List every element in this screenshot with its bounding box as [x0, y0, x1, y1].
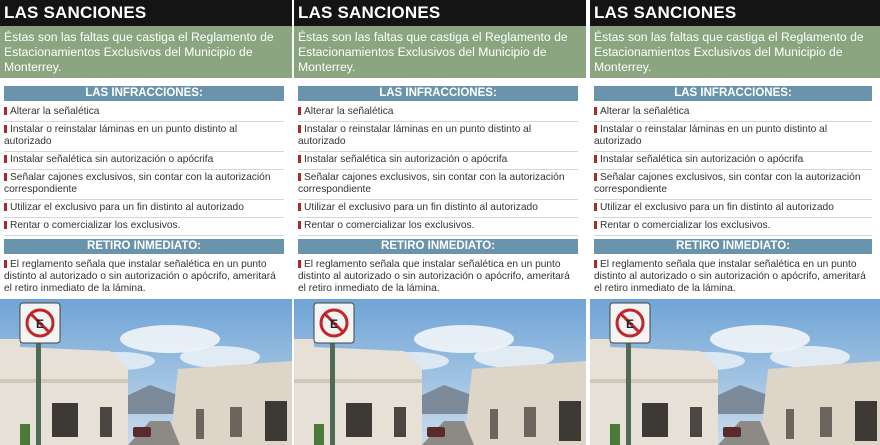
title-bar — [0, 0, 292, 26]
infractions-list — [590, 104, 880, 236]
building-trim — [294, 379, 422, 383]
bullet-marker — [4, 203, 7, 211]
window — [524, 407, 536, 437]
retiro-text: El reglamento señala que instalar señalética en un punto distinto al autorizado o sin autorización o apócrifo, ameritará el retiro inmediato de la lámina. — [4, 259, 276, 294]
plant — [610, 424, 620, 445]
list-item: Rentar o comercializar los exclusivos. — [298, 218, 578, 236]
window — [820, 407, 832, 437]
infographic-panel-2 — [294, 0, 586, 445]
sign-pole — [330, 339, 335, 445]
retiro-heading: RETIRO INMEDIATO: — [4, 239, 284, 254]
infractions-heading: LAS INFRACCIONES: — [298, 86, 578, 101]
bullet-marker — [4, 260, 7, 268]
window — [642, 403, 668, 437]
list-item: Instalar señalética sin autorización o apócrifa — [4, 152, 284, 170]
retiro-heading: RETIRO INMEDIATO: — [594, 239, 872, 254]
bullet-marker — [594, 107, 597, 115]
window — [346, 403, 372, 437]
bullet-marker — [4, 107, 7, 115]
list-item: Instalar señalética sin autorización o apócrifa — [298, 152, 578, 170]
infractions-heading: LAS INFRACCIONES: — [594, 86, 872, 101]
plant — [314, 424, 324, 445]
bullet-marker — [298, 125, 301, 133]
window — [196, 409, 204, 439]
bullet-marker — [594, 221, 597, 229]
retiro-heading: RETIRO INMEDIATO: — [298, 239, 578, 254]
bullet-marker — [594, 203, 597, 211]
bullet-marker — [4, 173, 7, 181]
bullet-marker — [298, 173, 301, 181]
door — [100, 407, 112, 437]
bullet-marker — [594, 155, 597, 163]
list-item: Señalar cajones exclusivos, sin contar con la autorización correspondiente — [298, 170, 578, 200]
list-item: Instalar o reinstalar láminas en un punto distinto al autorizado — [298, 122, 578, 152]
infractions-list — [294, 104, 586, 236]
window — [490, 409, 498, 439]
sign-pole — [36, 339, 41, 445]
infractions-list — [0, 104, 292, 236]
door — [394, 407, 406, 437]
building-trim — [590, 379, 718, 383]
car — [427, 427, 445, 437]
infractions-heading: LAS INFRACCIONES: — [4, 86, 284, 101]
street-scene-image — [294, 299, 586, 445]
bullet-marker — [298, 203, 301, 211]
door — [690, 407, 702, 437]
svg-text:E: E — [330, 317, 339, 331]
window — [855, 401, 877, 441]
bullet-marker — [594, 173, 597, 181]
street-photo — [294, 299, 586, 445]
sign-pole — [626, 339, 631, 445]
list-item: Utilizar el exclusivo para un fin distinto al autorizado — [4, 200, 284, 218]
intro-text: Éstas son las faltas que castiga el Reglamento de Estacionamientos Exclusivos del Municipio de Monterrey. — [294, 26, 586, 78]
bullet-marker — [298, 107, 301, 115]
panel-title: LAS SANCIONES — [4, 3, 147, 22]
list-item: Alterar la señalética — [594, 104, 872, 122]
svg-text:E: E — [626, 317, 635, 331]
intro-text: Éstas son las faltas que castiga el Reglamento de Estacionamientos Exclusivos del Municipio de Monterrey. — [0, 26, 292, 78]
bullet-marker — [4, 155, 7, 163]
bullet-marker — [298, 155, 301, 163]
bullet-marker — [594, 125, 597, 133]
infographic-panel-1 — [0, 0, 292, 445]
list-item: Alterar la señalética — [298, 104, 578, 122]
list-item: Rentar o comercializar los exclusivos. — [4, 218, 284, 236]
list-item: Señalar cajones exclusivos, sin contar con la autorización correspondiente — [594, 170, 872, 200]
retiro-text: El reglamento señala que instalar señalética en un punto distinto al autorizado o sin autorización o apócrifo, ameritará el retiro inmediato de la lámina. — [298, 259, 570, 294]
panel-title: LAS SANCIONES — [298, 3, 441, 22]
retiro-text: El reglamento señala que instalar señalética en un punto distinto al autorizado o sin autorización o apócrifo, ameritará el retiro inmediato de la lámina. — [594, 259, 866, 294]
window — [52, 403, 78, 437]
list-item: Rentar o comercializar los exclusivos. — [594, 218, 872, 236]
street-photo — [590, 299, 880, 445]
building-trim — [0, 379, 128, 383]
window — [786, 409, 794, 439]
list-item: Utilizar el exclusivo para un fin distinto al autorizado — [298, 200, 578, 218]
window — [559, 401, 581, 441]
bullet-marker — [594, 260, 597, 268]
intro-text: Éstas son las faltas que castiga el Reglamento de Estacionamientos Exclusivos del Municipio de Monterrey. — [590, 26, 880, 78]
list-item: Alterar la señalética — [4, 104, 284, 122]
svg-text:E: E — [36, 317, 45, 331]
street-photo — [0, 299, 292, 445]
window — [265, 401, 287, 441]
bullet-marker — [4, 221, 7, 229]
infographic-panel-3 — [590, 0, 880, 445]
title-bar — [294, 0, 586, 26]
plant — [20, 424, 30, 445]
list-item: Instalar señalética sin autorización o apócrifa — [594, 152, 872, 170]
bullet-marker — [298, 221, 301, 229]
list-item: Señalar cajones exclusivos, sin contar con la autorización correspondiente — [4, 170, 284, 200]
list-item: Instalar o reinstalar láminas en un punto distinto al autorizado — [4, 122, 284, 152]
list-item: Instalar o reinstalar láminas en un punto distinto al autorizado — [594, 122, 872, 152]
panel-title: LAS SANCIONES — [594, 3, 737, 22]
list-item: Utilizar el exclusivo para un fin distinto al autorizado — [594, 200, 872, 218]
street-scene-image — [590, 299, 880, 445]
car — [133, 427, 151, 437]
title-bar — [590, 0, 880, 26]
car — [723, 427, 741, 437]
window — [230, 407, 242, 437]
bullet-marker — [4, 125, 7, 133]
bullet-marker — [298, 260, 301, 268]
street-scene-image — [0, 299, 292, 445]
